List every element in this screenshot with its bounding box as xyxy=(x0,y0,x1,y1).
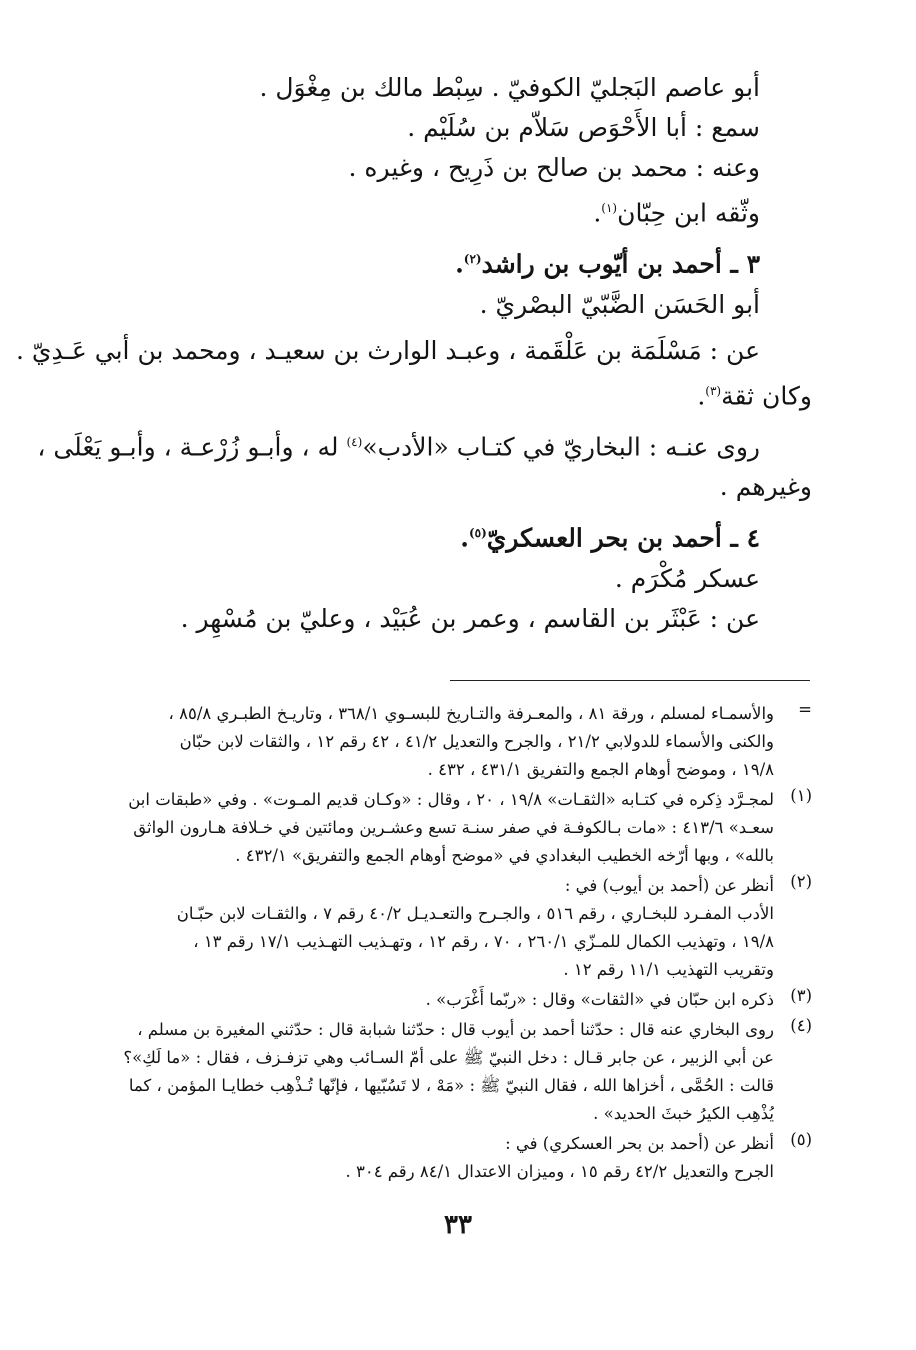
footnote-number: (١) xyxy=(790,786,812,805)
entry3-rawa-line-1: روى عنـه : البخاريّ في كتـاب «الأدب»$^{(٤)}$ له ، وأبـو زُرْعـة ، وأبـو يَعْلَى ، xyxy=(37,432,760,462)
footnote-line: ذكره ابن حبّان في «الثقات» وقال : «ربّما أَغْرَب» . xyxy=(425,990,774,1009)
footnote-5 xyxy=(100,1130,812,1186)
footnote-ref-5: (٥) xyxy=(468,526,487,541)
footnote-line: ١٩/٨ ، وموضح أوهام الجمع والتفريق ٤٣١/١ ، ٤٣٢ . xyxy=(427,760,774,779)
entry2-line-4: وثّقه ابن حِبّان$^{(١)}$. xyxy=(593,198,760,228)
footnote-line: بالله» ، وبها أرّخه الخطيب البغدادي في «موضح أوهام الجمع والتفريق» ٤٣٢/١ . xyxy=(235,846,774,865)
entry2-line-2: سمع : أبا الأَحْوَص سَلاّم بن سُلَيْم . xyxy=(407,113,760,142)
entry3-rawa-line-2: وغيرهم . xyxy=(719,472,812,502)
footnote-line: روى البخاري عنه قال : حدّثنا أحمد بن أيوب قال : حدّثنا شبابة قال : حدّثني المغيرة بن مسلم ، xyxy=(137,1020,774,1039)
main-text xyxy=(15,68,812,639)
entry2-line-3: وعنه : محمد بن صالح بن ذَرِيح ، وغيره . xyxy=(348,153,760,182)
entry2-line-1: أبو عاصم البَجليّ الكوفيّ . سِبْط مالك بن مِغْوَل . xyxy=(259,73,760,102)
footnote-line: الجرح والتعديل ٤٢/٢ رقم ١٥ ، وميزان الاعتدال ٨٤/١ رقم ٣٠٤ . xyxy=(345,1162,774,1181)
entry3-an: عن : مَسْلَمَة بن عَلْقَمة ، وعبـد الوارث بن سعيـد ، ومحمد بن أبي عَـدِيّ . xyxy=(15,335,760,365)
footnote-ref-4: (٤) xyxy=(346,434,363,449)
footnote-line: وتقريب التهذيب ١١/١ رقم ١٢ . xyxy=(563,960,774,979)
footnote-3 xyxy=(100,986,812,1014)
footnote-number: (٤) xyxy=(790,1016,812,1035)
footnote-line: قالت : الحُمَّى ، أخزاها الله ، فقال النبيّ ﷺ : «مَهْ ، لا تَسُبّيها ، فإنّها تُـذْهِب خطايـا المؤمن ، كما xyxy=(128,1076,774,1095)
entry3-thiqa: وكان ثقة$^{(٣)}$. xyxy=(697,380,812,410)
footnote-line: لمجـرَّد ذِكره في كتـابه «الثقـات» ١٩/٨ ، ٢٠ ، وقال : «وكـان قديم المـوت» . وفي «طبقات ابن xyxy=(128,790,774,809)
footnote-line: أنظر عن (أحمد بن أيوب) في : xyxy=(564,876,774,895)
entry3-heading: ٣ ـ أحمد بن أيّوب بن راشد$^{(٢)}$. xyxy=(455,249,760,279)
footnote-line: ١٩/٨ ، وتهذيب الكمال للمـزّي ٢٦٠/١ ، ٧٠ ، رقم ١٢ ، وتهـذيب التهـذيب ١٧/١ رقم ١٣ ، xyxy=(193,932,774,951)
footnote-line: الأدب المفـرد للبخـاري ، رقم ٥١٦ ، والجـرح والتعـديـل ٤٠/٢ رقم ٧ ، والثقـات لابن حبّـان xyxy=(176,904,774,923)
footnote-divider xyxy=(450,680,810,681)
footnote-ref-1: (١) xyxy=(601,201,618,215)
footnote-line: عن أبي الزبير ، عن جابر قـال : دخل النبيّ ﷺ على أمّ السـائب وهي تزفـزف ، فقال : «ما لَكِ»؟ xyxy=(123,1048,774,1067)
footnote-continued xyxy=(100,700,812,784)
footnote-line: والأسمـاء لمسلم ، ورقة ٨١ ، والمعـرفة والتـاريخ للبسـوي ٣٦٨/١ ، وتاريـخ الطبـري ٨٥/٨ ، xyxy=(168,704,774,723)
footnote-4 xyxy=(100,1016,812,1128)
footnote-line: والكنى والأسماء للدولابي ٢١/٢ ، والجرح والتعديل ٤١/٢ ، ٤٢ رقم ١٢ ، والثقات لابن حبّان xyxy=(179,732,774,751)
entry4-heading: ٤ ـ أحمد بن بحر العسكريّ$^{(٥)}$. xyxy=(460,523,760,553)
footnote-line: يُذْهِب الكيرُ خبثَ الحديد» . xyxy=(593,1104,774,1123)
footnote-ref-3: (٣) xyxy=(705,383,722,398)
footnote-line: أنظر عن (أحمد بن بحر العسكري) في : xyxy=(505,1134,774,1153)
footnote-1 xyxy=(100,786,812,870)
footnote-2 xyxy=(100,872,812,984)
entry3-nisba: أبو الحَسَن الضَّبّيّ البصْريّ . xyxy=(479,289,760,319)
page-number: ٣٣ xyxy=(444,1210,472,1240)
footnote-number: = xyxy=(798,700,812,719)
footnote-ref-2: (٢) xyxy=(463,252,482,267)
footnote-number: (٢) xyxy=(790,872,812,891)
footnote-line: سعـد» ٤١٣/٦ : «مات بـالكوفـة في صفر سنـة تسع وعشـرين ومائتين في خـلافة هـارون الواثق xyxy=(133,818,774,837)
footnotes xyxy=(100,700,812,1188)
footnote-number: (٥) xyxy=(790,1130,812,1149)
footnote-number: (٣) xyxy=(790,986,812,1005)
entry4-an: عن : عَبْثَر بن القاسم ، وعمر بن عُبَيْد ، وعليّ بن مُسْهِر . xyxy=(180,603,760,633)
entry4-nisba: عسكر مُكْرَم . xyxy=(614,563,760,593)
